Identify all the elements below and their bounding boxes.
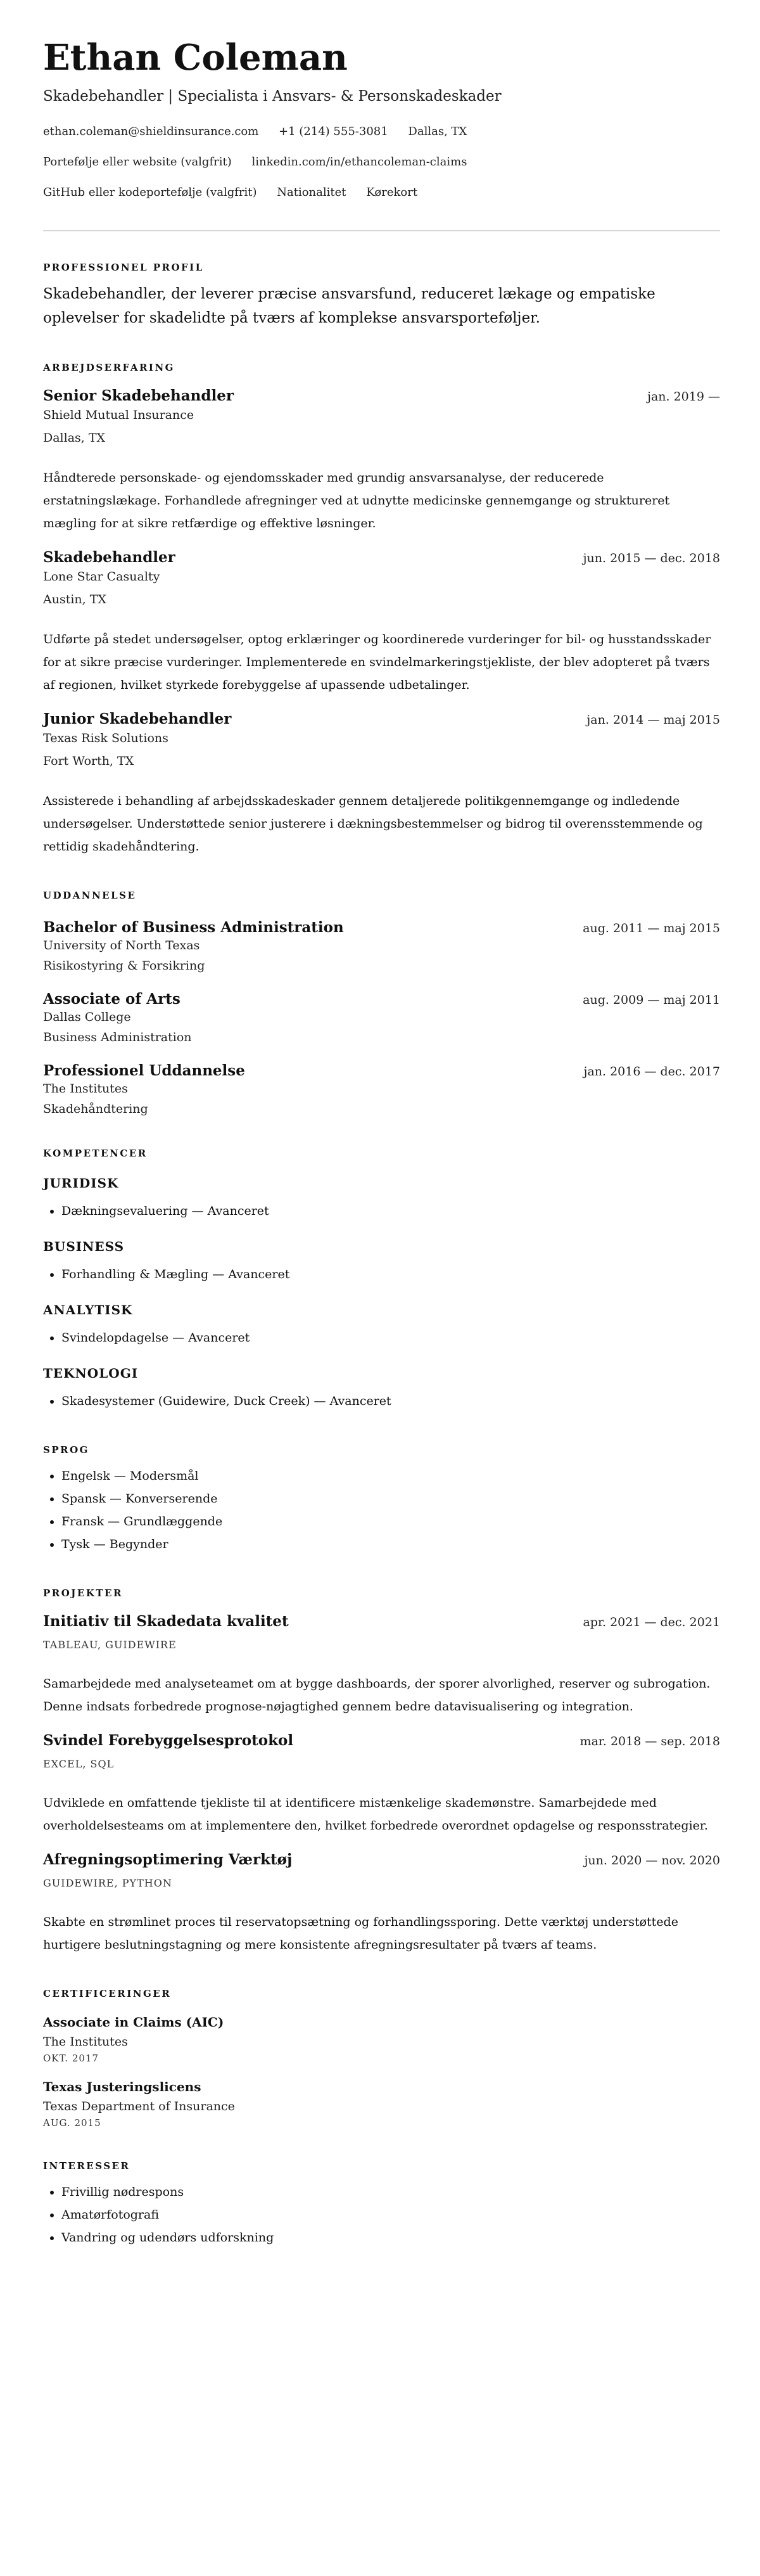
resume-header [43, 37, 720, 231]
certification-issuer: Texas Department of Insurance [43, 2099, 235, 2114]
project-entry [43, 1613, 720, 1718]
language-item: • Tysk — Begynder [61, 1533, 720, 1556]
skill-list [43, 1200, 720, 1222]
job-dates: jan. 2019 — [647, 390, 720, 404]
project-description: Samarbejdede med analyseteamet om at bygge dashboards, der sporer alvorlighed, reserver og subrogation. Denne indsats forbedrede prognose-nøjagtighed gennem bedre datavisualisering og integration. [43, 1677, 711, 1714]
entry-header [43, 1613, 720, 1630]
skill-list [43, 1390, 720, 1413]
contact-row [43, 184, 720, 201]
contact-row [43, 124, 720, 140]
skill-item: • Dækningsevaluering — Avanceret [61, 1200, 720, 1222]
field-of-study: Business Administration [43, 1030, 192, 1045]
entry-header [43, 710, 720, 727]
project-tech-tags: GUIDEWIRE, PYTHON [43, 1877, 172, 1890]
section-title: UDDANNELSE [43, 890, 137, 902]
section-title: SPROG [43, 1444, 89, 1456]
certification-date: AUG. 2015 [43, 2117, 101, 2129]
job-entry [43, 387, 720, 535]
project-tech-tags: EXCEL, SQL [43, 1758, 115, 1771]
education-entry [43, 919, 720, 973]
skill-category-title: ANALYTISK [43, 1302, 133, 1318]
certification-entry [43, 2079, 720, 2129]
job-description: Assisterede i behandling af arbejdsskadeskader gennem detaljerede politikgennemgange og indledende undersøgelser. Understøttede senior justerere i dækningsbestemmelser og bidrog til overensstemmende og rettidig skadehåndtering. [43, 794, 703, 854]
skill-item: • Skadesystemer (Guidewire, Duck Creek) — Avanceret [61, 1390, 720, 1413]
job-dates: jan. 2014 — maj 2015 [586, 713, 720, 727]
education-entry [43, 1062, 720, 1116]
project-dates: jun. 2020 — nov. 2020 [584, 1854, 720, 1868]
skill-category-title: TEKNOLOGI [43, 1366, 139, 1381]
language-item: • Spansk — Konverserende [61, 1487, 720, 1510]
phone: +1 (214) 555-3081 [279, 125, 388, 139]
job-dates: jun. 2015 — dec. 2018 [583, 551, 720, 566]
drivers-license: Kørekort [366, 186, 418, 200]
section-title: CERTIFICERINGER [43, 1988, 172, 2000]
skill-item: • Svindelopdagelse — Avanceret [61, 1326, 720, 1349]
profile-summary: Skadebehandler, der leverer præcise ansvarsfund, reduceret lækage og empatiske oplevelser for skadelidte på tværs af komplekse ansvarsporteføljer. [43, 286, 656, 327]
education-dates: aug. 2009 — maj 2011 [583, 993, 720, 1008]
interests-section [43, 2160, 720, 2249]
certifications-section [43, 1988, 720, 2129]
interest-item: • Frivillig nødrespons [61, 2181, 720, 2203]
project-dates: mar. 2018 — sep. 2018 [580, 1734, 720, 1749]
language-item: • Engelsk — Modersmål [61, 1464, 720, 1487]
company-name: Shield Mutual Insurance [43, 408, 194, 423]
skills-section [43, 1148, 720, 1413]
language-item: • Fransk — Grundlæggende [61, 1510, 720, 1533]
section-title: PROFESSIONEL PROFIL [43, 262, 204, 274]
entry-header [43, 1062, 720, 1079]
project-entry [43, 1851, 720, 1956]
company-name: Lone Star Casualty [43, 570, 160, 584]
skill-category-title: JURIDISK [43, 1176, 119, 1191]
education-section [43, 890, 720, 1116]
section-title: INTERESSER [43, 2160, 130, 2172]
project-description: Skabte en strømlinet proces til reservatopsætning og forhandlingssporing. Dette værktøj understøttede hurtigere beslutningstagning og mere konsistente afregningsresultater på tværs af teams. [43, 1915, 678, 1952]
job-title: Junior Skadebehandler [43, 710, 232, 728]
languages-section [43, 1444, 720, 1556]
profile-section [43, 262, 720, 330]
education-dates: jan. 2016 — dec. 2017 [583, 1065, 720, 1079]
skill-item: • Forhandling & Mægling — Avanceret [61, 1263, 720, 1286]
project-description: Udviklede en omfattende tjekliste til at identificere mistænkelige skademønstre. Samarbejdede med overholdelsesteams om at implementere den, hvilket forbedrede overordnet opdagelse og responsstrategier. [43, 1796, 708, 1833]
linkedin-link[interactable]: linkedin.com/in/ethancoleman-claims [251, 155, 467, 169]
school-name: The Institutes [43, 1082, 128, 1096]
certification-issuer: The Institutes [43, 2035, 128, 2049]
interests-list [43, 2181, 720, 2249]
skill-list [43, 1263, 720, 1286]
location: Dallas, TX [408, 125, 467, 139]
languages-list [43, 1464, 720, 1556]
entry-header [43, 387, 720, 404]
project-title: Svindel Forebyggelsesprotokol [43, 1732, 294, 1750]
field-of-study: Skadehåndtering [43, 1102, 148, 1117]
contact-row [43, 154, 720, 170]
github-link[interactable]: GitHub eller kodeportefølje (valgfrit) [43, 186, 257, 200]
degree-title: Bachelor of Business Administration [43, 919, 344, 937]
field-of-study: Risikostyring & Forsikring [43, 959, 205, 973]
school-name: University of North Texas [43, 939, 200, 953]
project-entry [43, 1732, 720, 1837]
school-name: Dallas College [43, 1010, 131, 1025]
project-tech-tags: TABLEAU, GUIDEWIRE [43, 1639, 177, 1651]
entry-header [43, 1732, 720, 1749]
entry-header [43, 990, 720, 1008]
interest-item: • Vandring og udendørs udforskning [61, 2226, 720, 2249]
certification-name: Texas Justeringslicens [43, 2079, 201, 2095]
projects-section [43, 1587, 720, 1956]
degree-title: Associate of Arts [43, 990, 180, 1008]
job-location: Dallas, TX [43, 431, 106, 445]
portfolio-link[interactable]: Portefølje eller website (valgfrit) [43, 155, 232, 169]
skill-list [43, 1326, 720, 1349]
entry-header [43, 549, 720, 566]
certification-name: Associate in Claims (AIC) [43, 2015, 224, 2030]
candidate-name: Ethan Coleman [43, 37, 348, 79]
project-dates: apr. 2021 — dec. 2021 [583, 1615, 720, 1630]
job-title: Skadebehandler [43, 549, 175, 567]
education-dates: aug. 2011 — maj 2015 [583, 921, 720, 936]
header-divider [43, 230, 720, 231]
education-entry [43, 990, 720, 1044]
email-link[interactable]: ethan.coleman@shieldinsurance.com [43, 125, 259, 139]
project-title: Initiativ til Skadedata kvalitet [43, 1613, 289, 1631]
experience-section [43, 362, 720, 858]
job-entry [43, 710, 720, 858]
job-description: Udførte på stedet undersøgelser, optog erklæringer og koordinerede vurderinger for bil- og husstandsskader for at sikre præcise vurderinger. Implementerede en svindelmarkeringstjekliste, der blev adopteret på tværs af regionen, hvilket styrkede forebyggelse af upassende udbetalinger. [43, 632, 711, 693]
job-entry [43, 549, 720, 696]
interest-item: • Amatørfotografi [61, 2203, 720, 2226]
skill-category-title: BUSINESS [43, 1239, 125, 1255]
nationality: Nationalitet [277, 186, 346, 200]
section-title: PROJEKTER [43, 1587, 123, 1599]
job-location: Austin, TX [43, 593, 106, 607]
section-title: ARBEJDSERFARING [43, 362, 175, 374]
entry-header [43, 1851, 720, 1868]
certification-entry [43, 2015, 720, 2064]
degree-title: Professionel Uddannelse [43, 1062, 245, 1080]
job-description: Håndterede personskade- og ejendomsskader med grundig ansvarsanalyse, der reducerede erstatningslækage. Forhandlede afregninger ved at udnytte medicinske gennemgange og struktureret mægling for at sikre retfærdige og effektive løsninger. [43, 471, 670, 531]
job-location: Fort Worth, TX [43, 754, 134, 769]
certification-date: OKT. 2017 [43, 2053, 99, 2065]
job-title: Senior Skadebehandler [43, 387, 234, 405]
entry-header [43, 919, 720, 936]
project-title: Afregningsoptimering Værktøj [43, 1851, 293, 1869]
headline: Skadebehandler | Specialista i Ansvars- & Personskadeskader [43, 88, 502, 105]
company-name: Texas Risk Solutions [43, 731, 168, 746]
section-title: KOMPETENCER [43, 1148, 148, 1160]
